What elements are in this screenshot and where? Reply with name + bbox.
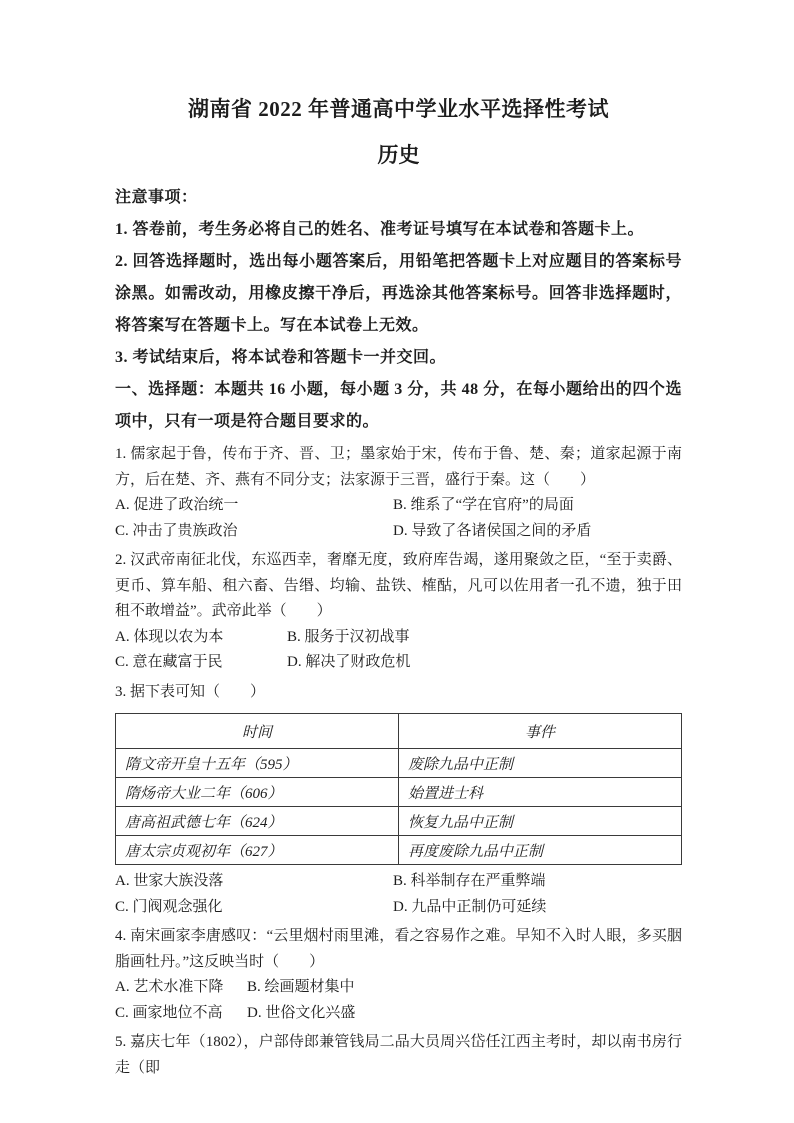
question-1 <box>115 442 682 544</box>
question-4-stem: 4. 南宋画家李唐感叹：“云里烟村雨里滩，看之容易作之难。早知不入时人眼，多买胭脂画牡丹。”这反映当时（ ） <box>115 928 682 970</box>
notice-section <box>115 182 682 374</box>
table-cell-time-2: 隋炀帝大业二年（606） <box>116 778 399 807</box>
page-title: 湖南省 2022 年普通高中学业水平选择性考试 <box>188 97 609 121</box>
question-5 <box>115 1030 682 1081</box>
table-row <box>116 749 682 778</box>
question-2-option-c: C. 意在藏富于民 <box>115 654 223 670</box>
table-header-row <box>116 714 682 749</box>
question-2-option-d: D. 解决了财政危机 <box>287 654 411 670</box>
question-1-options <box>115 493 682 544</box>
table-cell-event-1: 废除九品中正制 <box>399 749 682 778</box>
question-4-option-a: A. 艺术水准下降 <box>115 979 224 995</box>
table-cell-event-4: 再度废除九品中正制 <box>399 836 682 865</box>
notice-item-2: 2. 回答选择题时，选出每小题答案后，用铅笔把答题卡上对应题目的答案标号涂黑。如需改动，用橡皮擦干净后，再选涂其他答案标号。回答非选择题时，将答案写在答题卡上。写在本试卷上无效。 <box>115 253 682 334</box>
table-header-time: 时间 <box>116 714 399 749</box>
question-4-option-d: D. 世俗文化兴盛 <box>247 1004 356 1021</box>
question-4-options <box>115 975 682 1026</box>
question-3-option-a: A. 世家大族没落 <box>115 873 224 889</box>
question-3-option-b: B. 科举制存在严重弊端 <box>393 873 546 889</box>
question-3-stem: 3. 据下表可知（ ） <box>115 683 266 700</box>
question-1-option-a: A. 促进了政治统一 <box>115 497 239 513</box>
table-cell-time-3: 唐高祖武德七年（624） <box>116 807 399 836</box>
question-1-option-b: B. 维系了“学在官府”的局面 <box>393 497 574 513</box>
table-row <box>116 807 682 836</box>
question-4-option-c: C. 画家地位不高 <box>115 1004 223 1021</box>
question-2-option-a: A. 体现以农为本 <box>115 628 224 645</box>
table-header-event: 事件 <box>399 714 682 749</box>
question-3-option-c: C. 门阀观念强化 <box>115 898 223 915</box>
question-2 <box>115 548 682 676</box>
question-4 <box>115 924 682 1026</box>
question-3-option-d: D. 九品中正制仍可延续 <box>393 898 547 915</box>
question-2-stem: 2. 汉武帝南征北伐，东巡西幸，奢靡无度，致府库告竭，遂用聚敛之臣，“至于卖爵、更币、算车船、租六畜、告缗、均输、盐铁、榷酤，凡可以佐用者一孔不遗，独于田租不敢增益”。武帝此举（ ） <box>115 552 682 619</box>
table-cell-event-3: 恢复九品中正制 <box>399 807 682 836</box>
notice-heading: 注意事项： <box>115 189 198 206</box>
question-1-option-d: D. 导致了各诸侯国之间的矛盾 <box>393 522 592 539</box>
question-2-options <box>115 625 682 676</box>
question-3-table <box>115 713 682 865</box>
table-row <box>116 836 682 865</box>
question-1-stem: 1. 儒家起于鲁，传布于齐、晋、卫；墨家始于宋，传布于鲁、楚、秦；道家起源于南方，后在楚、齐、燕有不同分支；法家源于三晋，盛行于秦。这（ ） <box>115 446 682 488</box>
question-3 <box>115 680 682 921</box>
question-1-option-c: C. 冲击了贵族政治 <box>115 522 238 539</box>
question-2-option-b: B. 服务于汉初战事 <box>287 628 410 645</box>
notice-item-3: 3. 考试结束后，将本试卷和答题卡一并交回。 <box>115 349 447 366</box>
question-3-options <box>115 869 682 920</box>
question-4-option-b: B. 绘画题材集中 <box>247 979 355 995</box>
table-cell-time-4: 唐太宗贞观初年（627） <box>116 836 399 865</box>
table-cell-time-1: 隋文帝开皇十五年（595） <box>116 749 399 778</box>
table-row <box>116 778 682 807</box>
question-5-stem: 5. 嘉庆七年（1802），户部侍郎兼管钱局二品大员周兴岱任江西主考时，却以南书房行走（即 <box>115 1034 682 1076</box>
notice-item-1: 1. 答卷前，考生务必将自己的姓名、准考证号填写在本试卷和答题卡上。 <box>115 221 645 238</box>
table-cell-event-2: 始置进士科 <box>399 778 682 807</box>
page-subtitle: 历史 <box>377 143 420 167</box>
section-heading: 一、选择题：本题共 16 小题，每小题 3 分，共 48 分，在每小题给出的四个选项中，只有一项是符合题目要求的。 <box>115 381 682 430</box>
